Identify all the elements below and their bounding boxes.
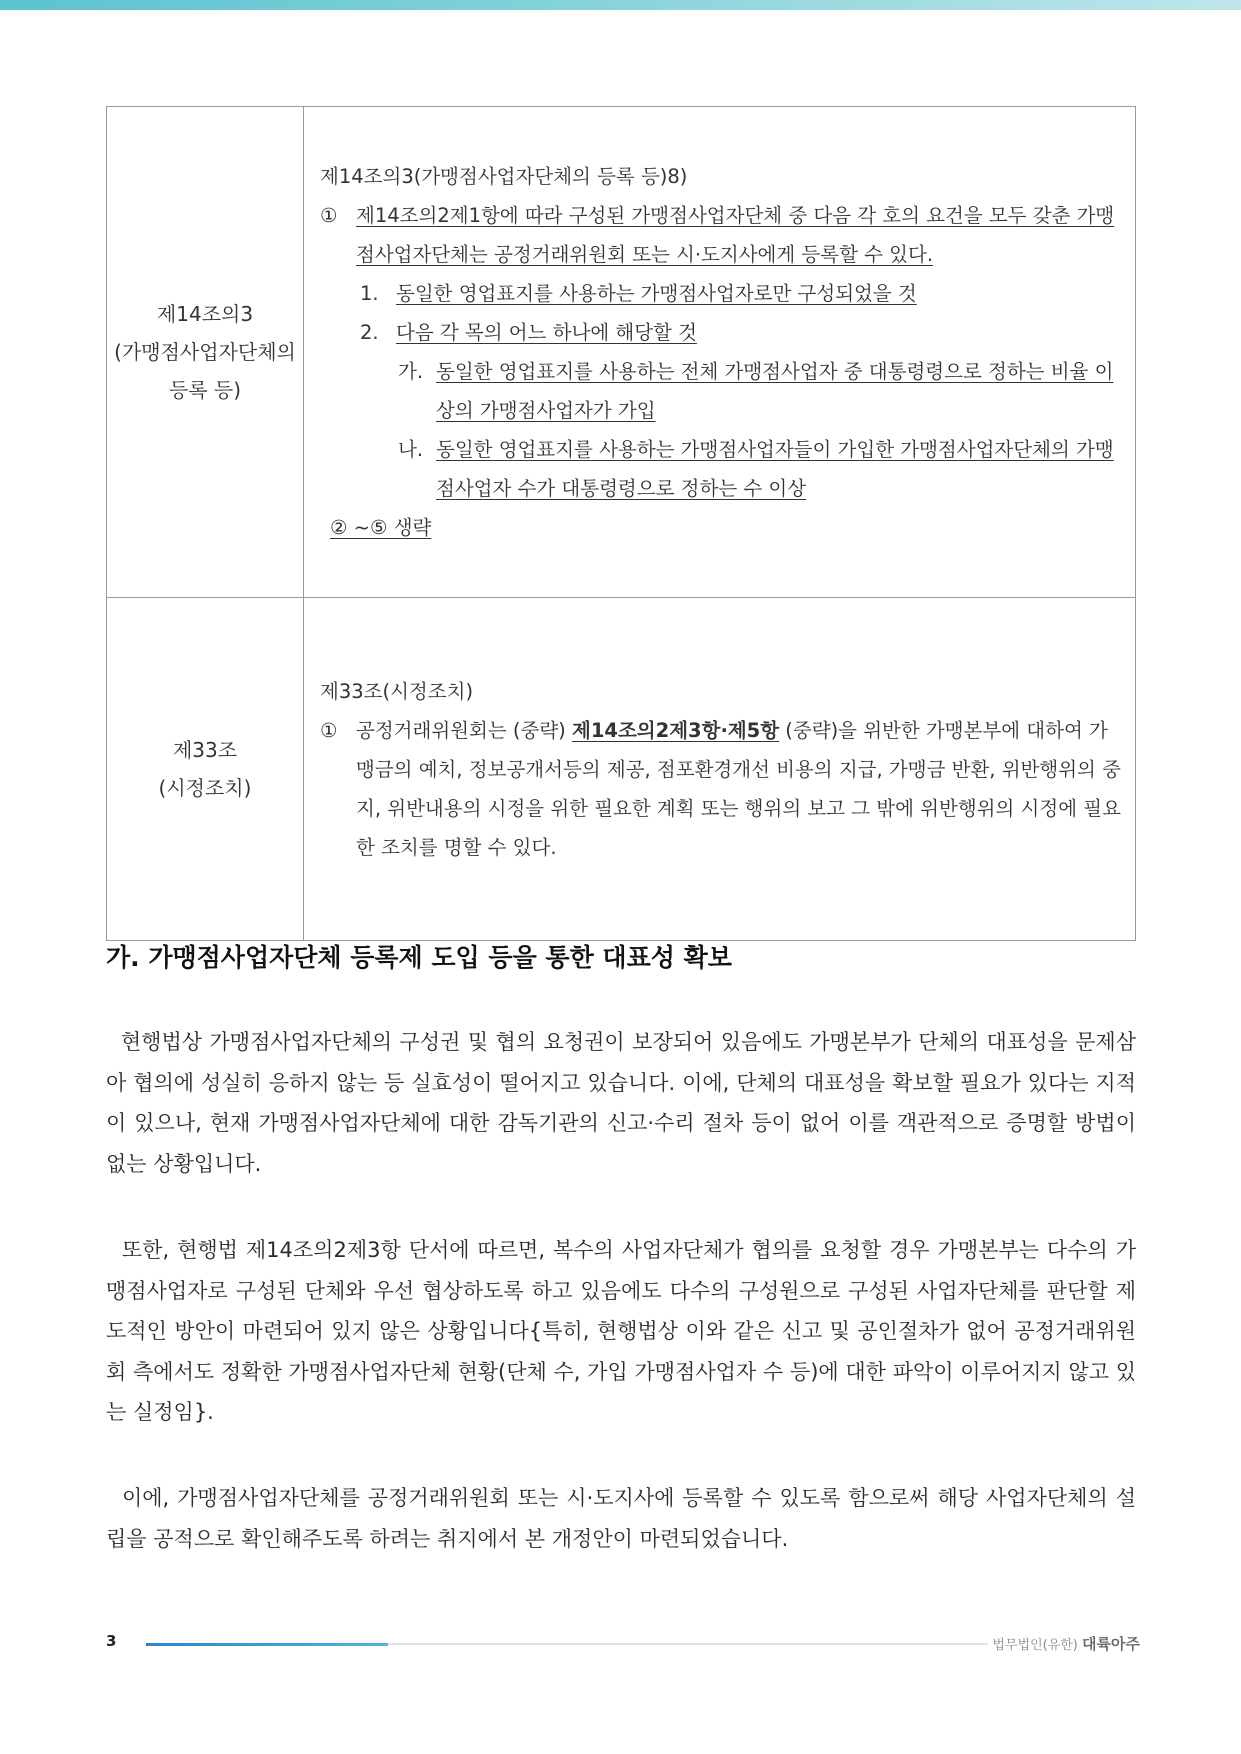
- article-label-cell: [107, 598, 304, 941]
- clause-text: 제14조의2제1항에 따라 구성된 가맹점사업자단체 중 다음 각 호의 요건을 모두 갖춘 가맹점사업자단체는 공정거래위원회 또는 시·도지사에게 등록할 수 있다.: [356, 204, 1115, 266]
- footer-firm: [992, 1633, 1140, 1654]
- article-title: 제14조의3(가맹점사업자단체의 등록 등)8): [320, 165, 688, 188]
- law-comparison-table: [106, 106, 1136, 941]
- body-paragraph: 또한, 현행법 제14조의2제3항 단서에 따르면, 복수의 사업자단체가 협의를 요청할 경우 가맹본부는 다수의 가맹점사업자로 구성된 단체와 우선 협상하도록 하고 있음에도 다수의 구성원으로 구성된 사업자단체를 판단할 제도적인 방안이 마련되어 있지 않은 상황입니다{특히, 현행법상 이와 같은 신고 및 공인절차가 없어 공정거래위원회 측에서도 정확한 가맹점사업자단체 현황(단체 수, 가입 가맹점사업자 수 등)에 대한 파악이 이루어지지 않고 있는 실정임}.: [106, 1238, 1136, 1424]
- table-row: [107, 598, 1136, 941]
- clause-marker: ①: [320, 204, 338, 227]
- article-title: 제33조(시정조치): [320, 679, 474, 703]
- clause-marker: 1.: [360, 282, 379, 305]
- clause-item: [320, 196, 1121, 274]
- omission-note: ② ~⑤ 생략: [330, 516, 432, 539]
- body-paragraph: 현행법상 가맹점사업자단체의 구성권 및 협의 요청권이 보장되어 있음에도 가맹본부가 단체의 대표성을 문제삼아 협의에 성실히 응하지 않는 등 실효성이 떨어지고 있습니다. 이에, 단체의 대표성을 확보할 필요가 있다는 지적이 있으나, 현재 가맹점사업자단체에 대한 감독기관의 신고·수리 절차 등이 없어 이를 객관적으로 증명할 방법이 없는 상황입니다.: [106, 1030, 1136, 1176]
- clause-text: 동일한 영업표지를 사용하는 전체 가맹점사업자 중 대통령령으로 정하는 비율 이상의 가맹점사업자가 가입: [436, 360, 1114, 422]
- body-paragraph: 이에, 가맹점사업자단체를 공정거래위원회 또는 시·도지사에 등록할 수 있도록 함으로써 해당 사업자단체의 설립을 공적으로 확인해주도록 하려는 취지에서 본 개정안이 마련되었습니다.: [106, 1486, 1136, 1551]
- clause-marker: ①: [320, 718, 338, 742]
- clause-text: 다음 각 목의 어느 하나에 해당할 것: [396, 321, 697, 344]
- clause-item: [320, 352, 1121, 430]
- article-label-line: (시정조치): [158, 776, 252, 800]
- clause-marker: 가.: [398, 360, 424, 383]
- table-row: [107, 107, 1136, 598]
- footer-divider: [146, 1643, 988, 1645]
- article-label-line: 등록 등): [168, 378, 242, 402]
- clause-item: [320, 430, 1121, 508]
- article-content-cell: [304, 107, 1136, 598]
- top-accent-bar: [0, 0, 1241, 10]
- footer-accent: [146, 1643, 388, 1646]
- article-content-cell: [304, 598, 1136, 941]
- clause-item: [320, 274, 1121, 313]
- page-number: 3: [106, 1632, 117, 1650]
- clause-marker: 나.: [398, 438, 424, 461]
- article-label-line: (가맹점사업자단체의: [114, 340, 296, 364]
- firm-name: 대륙아주: [1082, 1635, 1140, 1653]
- clause-marker: 2.: [360, 321, 379, 344]
- emphasized-reference: 제14조의2제3항·제5항: [571, 718, 780, 742]
- clause-item: [320, 711, 1121, 867]
- article-label-cell: [107, 107, 304, 598]
- firm-prefix: 법무법인(유한): [992, 1638, 1078, 1653]
- article-label-line: 제33조: [172, 738, 238, 762]
- article-label-line: 제14조의3: [156, 302, 254, 326]
- clause-text: 공정거래위원회는 (중략) 제14조의2제3항·제5항 (중략)을 위반한 가맹본부에 대하여 가맹금의 예치, 정보공개서등의 제공, 점포환경개선 비용의 지급, 가맹금 반환, 위반행위의 중지, 위반내용의 시정을 위한 필요한 계획 또는 행위의 보고 그 밖에 위반행위의 시정에 필요한 조치를 명할 수 있다.: [356, 718, 1121, 859]
- clause-text: 동일한 영업표지를 사용하는 가맹점사업자로만 구성되었을 것: [396, 282, 917, 305]
- clause-item: [320, 313, 1121, 352]
- clause-text: 동일한 영업표지를 사용하는 가맹점사업자들이 가입한 가맹점사업자단체의 가맹점사업자 수가 대통령령으로 정하는 수 이상: [436, 438, 1114, 500]
- section-heading: 가. 가맹점사업자단체 등록제 도입 등을 통한 대표성 확보: [106, 943, 732, 972]
